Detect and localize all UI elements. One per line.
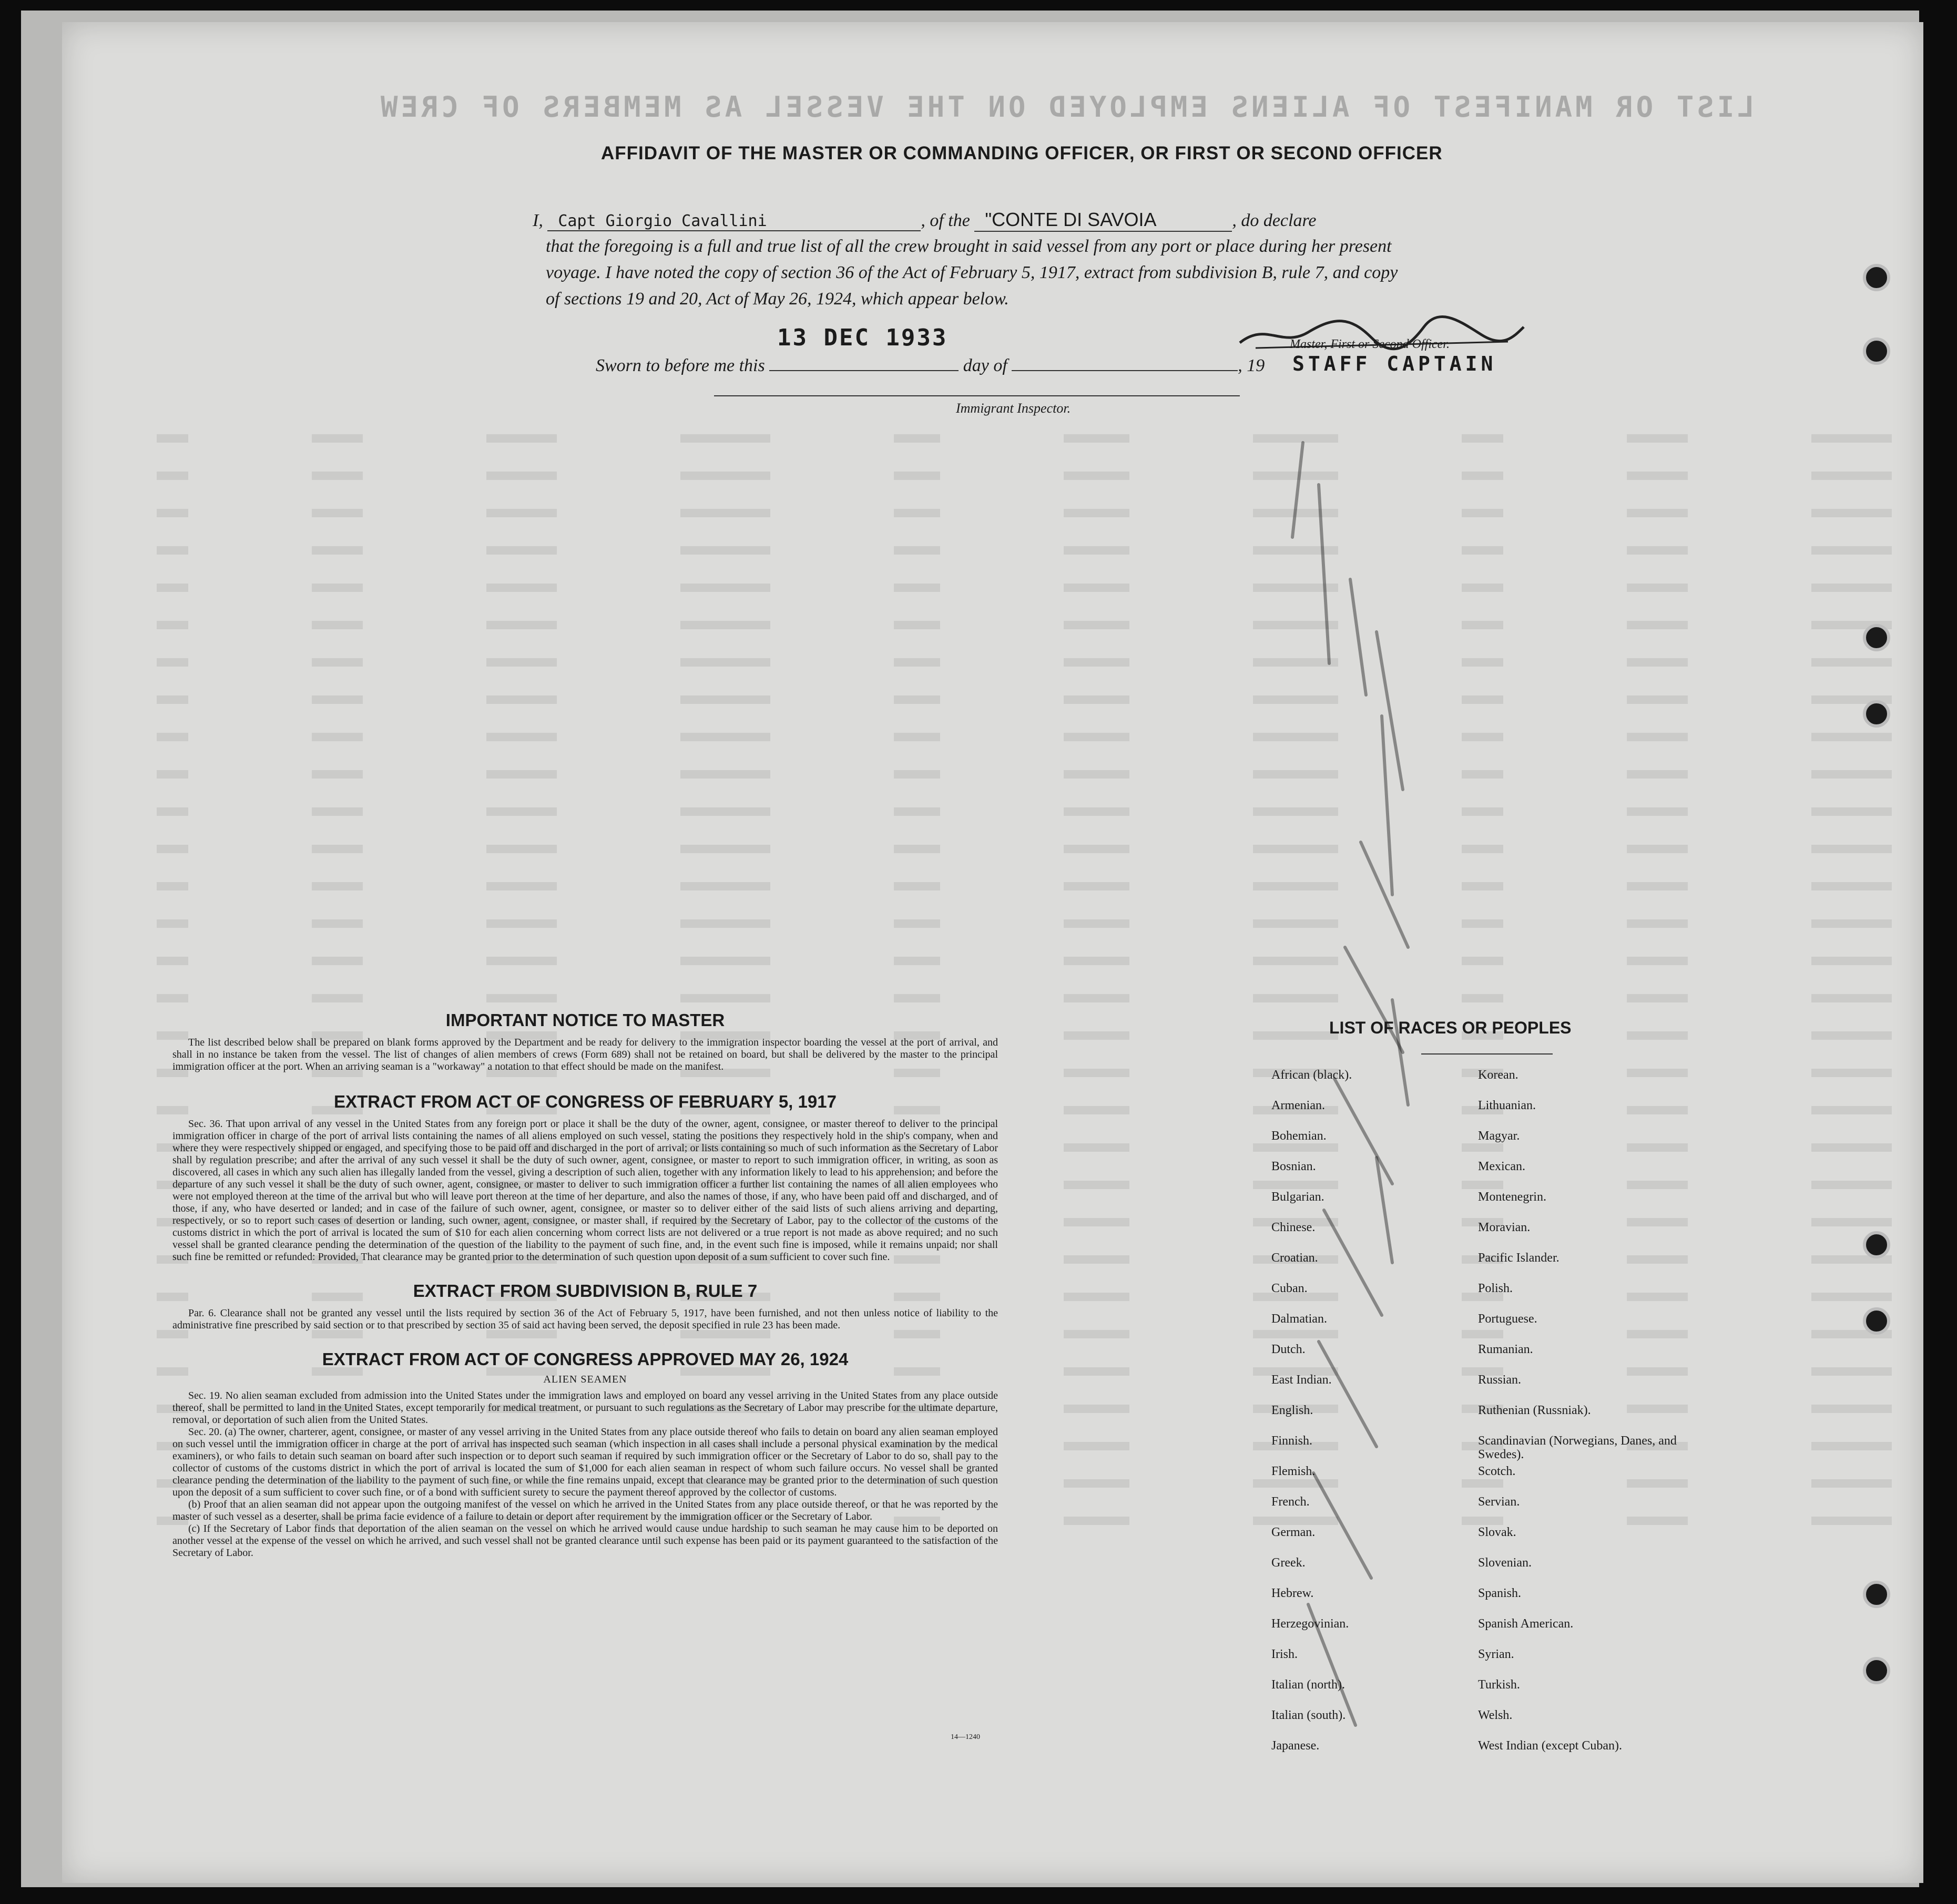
races-title: LIST OF RACES OR PEOPLES (1329, 1018, 1572, 1037)
race-item: Dalmatian. (1271, 1312, 1327, 1326)
bleed-through-mark (1462, 807, 1503, 816)
text-of-the: , of the (921, 211, 970, 230)
race-item: Mexican. (1478, 1160, 1525, 1173)
race-item: Bulgarian. (1271, 1190, 1324, 1204)
bleed-through-mark (680, 658, 770, 667)
bleed-through-mark (157, 770, 188, 779)
punch-hole (1863, 337, 1890, 365)
bleed-through-mark (157, 584, 188, 592)
bleed-through-mark (1627, 882, 1688, 890)
bleed-through-mark (157, 546, 188, 555)
race-item: Syrian. (1478, 1647, 1514, 1661)
affidavit-title: AFFIDAVIT OF THE MASTER OR COMMANDING OFFICER, OR FIRST OR SECOND OFFICER (601, 143, 1443, 163)
bleed-through-mark (1064, 919, 1129, 928)
race-item: French. (1271, 1495, 1310, 1509)
bleed-through-mark (894, 957, 940, 965)
bleed-through-mark (1627, 472, 1688, 480)
race-item: Polish. (1478, 1282, 1513, 1295)
bleed-through-mark (1462, 695, 1503, 704)
bleed-through-mark (1811, 434, 1892, 443)
affidavit-line-1 (533, 209, 1317, 232)
bleed-through-mark (1811, 584, 1892, 592)
bleed-through-mark (1064, 1330, 1129, 1338)
bleed-through-mark (680, 845, 770, 853)
manifest-sheet (62, 22, 1923, 1883)
bleed-through-row (157, 571, 1892, 603)
bleed-through-mark (680, 733, 770, 741)
races-left-column (1271, 1068, 1352, 1769)
bleed-through-row (157, 944, 1892, 977)
bleed-through-mark (157, 882, 188, 890)
sec20a-body: Sec. 20. (a) The owner, charterer, agent, consignee, or master of any vessel arriving in the United States from any place outside thereof who fails to detain on board any alien seaman employed on such vessel until the immigration officer in charge at the port of arrival has inspected such seaman (which inspection in all cases shall include a personal physical examination by the medical examiners), or who fails to detain such seaman on board after such inspection or to deport such seaman if required by such immigration officer or the Secretary of Labor to do so, shall pay to the collector of customs of the customs district in which the port of arrival is located the sum of $1,000 for each alien seaman in respect of whom such failure occurs. No vessel shall be granted clearance pending the determination of the liability to the payment of such fine, or while the fine remains unpaid, except that clearance may be granted prior to the determination of such question upon the deposit of a sum sufficient to cover such fine, or of a bond with sufficient surety to secure the payment thereof approved by the collector of customs. (172, 1426, 998, 1498)
bleed-through-mark (1627, 845, 1688, 853)
affidavit-line-2: that the foregoing is a full and true list of all the crew brought in said vessel from any port or place during her present (546, 237, 1392, 256)
bleed-through-row (157, 646, 1892, 678)
bleed-through-mark (680, 919, 770, 928)
legal-notices-column (172, 1010, 998, 1559)
bleed-through-mark (1627, 434, 1688, 443)
text-year: , 19 (1238, 356, 1265, 375)
bleed-through-mark (157, 658, 188, 667)
bleed-through-mark (1462, 882, 1503, 890)
race-item: Croatian. (1271, 1251, 1318, 1265)
race-item: Rumanian. (1478, 1343, 1533, 1356)
extract-1917-body: Sec. 36. That upon arrival of any vessel in the United States from any foreign port or place it shall be the duty of the owner, agent, consignee, or master thereof to deliver to the principal immigration officer in charge of the port of arrival lists containing the names of all aliens employed on such vessel, stating the positions they respectively hold in the ship's company, when and where they were respectively shipped or engaged, and specifying those to be paid off and discharged in the port of arrival; or lists containing so much of such information as the Secretary of Labor shall by regulation prescribe; and after the arrival of any such vessel it shall be the duty of such owner, agent, consignee, or master to report to such immigration officer, in writing, as soon as discovered, all cases in which any such alien has illegally landed from the vessel, giving a description of such alien, together with any information likely to lead to his apprehension; and before the departure of any such vessel it shall be the duty of such owner, agent, consignee, or master to deliver to such immigration officer a further list containing the names of all alien employees who were not employed thereon at the time of the arrival but who will leave port thereon at the time of her departure, and also the names of those, if any, who have been paid off and discharged, and of those, if any, who have deserted or landed; and in case of the failure of such owner, agent, consignee, or master so to deliver either of the said lists of such aliens arriving and departing, respectively, or so to report such cases of desertion or landing, such owner, agent, consignee, or master shall, if required by the Secretary of Labor, pay to the collector of the customs of the customs district in which the port of arrival is located the sum of $10 for each alien concerning whom correct lists are not delivered or a true report is not made as above required; and no such vessel shall be granted clearance pending the determination of the question of the liability to the payment of such fine, and, in the event such fine is imposed, while it remains unpaid; nor shall such fine be remitted or refunded: Provided, That clearance may be granted prior to the determination of such question upon deposit of a sum sufficient to cover such fine. (172, 1118, 998, 1263)
bleed-through-mark (1462, 584, 1503, 592)
sworn-month-field (1012, 370, 1238, 371)
bleed-through-mark (1462, 434, 1503, 443)
bleed-through-mark (486, 472, 557, 480)
bleed-through-heading: LIST OR MANIFEST OF ALIENS EMPLOYED ON THE VESSEL AS MEMBERS OF CREW (378, 90, 1755, 124)
bleed-through-mark (1627, 770, 1688, 779)
bleed-through-mark (1627, 621, 1688, 629)
bleed-through-mark (312, 658, 363, 667)
bleed-through-mark (157, 919, 188, 928)
bleed-through-mark (312, 919, 363, 928)
bleed-through-mark (312, 546, 363, 555)
bleed-through-mark (312, 621, 363, 629)
race-item: Servian. (1478, 1495, 1520, 1509)
notice-title: IMPORTANT NOTICE TO MASTER (445, 1010, 725, 1030)
bleed-through-row (157, 869, 1892, 902)
bleed-through-mark (486, 584, 557, 592)
bleed-through-mark (1811, 770, 1892, 779)
bleed-through-mark (680, 509, 770, 517)
bleed-through-mark (1064, 1218, 1129, 1226)
bleed-through-mark (1811, 807, 1892, 816)
affidavit-line-3: voyage. I have noted the copy of section 36 of the Act of February 5, 1917, extract from subdivision B, rule 7, and copy (546, 263, 1398, 282)
bleed-through-mark (157, 733, 188, 741)
bleed-through-mark (486, 658, 557, 667)
bleed-through-mark (1064, 546, 1129, 555)
bleed-through-mark (894, 584, 940, 592)
extract-rule7-body: Par. 6. Clearance shall not be granted any vessel until the lists required by section 36 of the Act of February 5, 1917, have been furnished, and not then unless notice of liability to the administrative fine prescribed by said section or to that prescribed by section 35 of said act having been served, the deposit specified in rule 23 has been made. (172, 1307, 998, 1331)
bleed-through-mark (157, 621, 188, 629)
text-do-declare: , do declare (1232, 211, 1317, 230)
bleed-through-mark (680, 546, 770, 555)
race-item: Slovenian. (1478, 1556, 1532, 1570)
bleed-through-mark (680, 994, 770, 1002)
bleed-through-mark (1811, 994, 1892, 1002)
punch-hole (1863, 1231, 1890, 1258)
punch-hole (1863, 1307, 1890, 1335)
bleed-through-mark (157, 472, 188, 480)
bleed-through-mark (1462, 770, 1503, 779)
bleed-through-mark (486, 919, 557, 928)
race-item: Portuguese. (1478, 1312, 1537, 1326)
bleed-through-mark (1064, 1255, 1129, 1264)
race-item: Greek. (1271, 1556, 1306, 1570)
bleed-through-mark (312, 882, 363, 890)
bleed-through-mark (1064, 1442, 1129, 1450)
bleed-through-mark (486, 695, 557, 704)
bleed-through-mark (1811, 1479, 1892, 1488)
bleed-through-mark (1627, 957, 1688, 965)
bleed-through-mark (486, 882, 557, 890)
bleed-through-mark (894, 770, 940, 779)
race-item: Montenegrin. (1478, 1190, 1546, 1204)
punch-hole (1863, 1657, 1890, 1684)
bleed-through-mark (1462, 546, 1503, 555)
sec20c-body: (c) If the Secretary of Labor finds that deportation of the alien seaman on the vessel on which he arrived would cause undue hardship to such seaman he may cause him to be deported on another vessel at the expense of the vessel on which he arrived, and such vessel shall not be granted clearance until such expense has been paid or its payment guaranteed to the satisfaction of the Secretary of Labor. (172, 1523, 998, 1559)
race-item: Lithuanian. (1478, 1099, 1536, 1112)
bleed-through-mark (486, 546, 557, 555)
race-item: German. (1271, 1526, 1316, 1539)
bleed-through-mark (1462, 472, 1503, 480)
bleed-through-mark (1064, 658, 1129, 667)
race-item: Italian (south). (1271, 1708, 1346, 1722)
bleed-through-mark (157, 434, 188, 443)
bleed-through-mark (1064, 472, 1129, 480)
extract-rule7-title: EXTRACT FROM SUBDIVISION B, RULE 7 (413, 1281, 758, 1301)
bleed-through-mark (894, 434, 940, 443)
race-item: Herzegovinian. (1271, 1617, 1349, 1631)
bleed-through-mark (1811, 1517, 1892, 1525)
bleed-through-mark (1064, 584, 1129, 592)
bleed-through-mark (1064, 1143, 1129, 1152)
bleed-through-mark (894, 658, 940, 667)
bleed-through-mark (1811, 882, 1892, 890)
bleed-through-mark (1627, 509, 1688, 517)
bleed-through-mark (680, 584, 770, 592)
bleed-through-mark (1811, 1031, 1892, 1040)
bleed-through-mark (157, 807, 188, 816)
bleed-through-mark (486, 770, 557, 779)
bleed-through-row (157, 496, 1892, 529)
bleed-through-row (157, 459, 1892, 492)
bleed-through-mark (680, 807, 770, 816)
bleed-through-mark (1627, 546, 1688, 555)
bleed-through-mark (680, 882, 770, 890)
bleed-through-row (157, 981, 1892, 1014)
bleed-through-mark (1811, 472, 1892, 480)
bleed-through-mark (1627, 994, 1688, 1002)
text-i: I, (533, 211, 543, 230)
bleed-through-mark (1064, 770, 1129, 779)
bleed-through-mark (1064, 621, 1129, 629)
bleed-through-mark (894, 621, 940, 629)
bleed-through-mark (157, 695, 188, 704)
bleed-through-mark (894, 546, 940, 555)
notice-body: The list described below shall be prepared on blank forms approved by the Department and be ready for delivery to the immigration inspector boarding the vessel at the port of arrival, and shall in no instance be taken from the vessel. The list of changes of alien members of crews (Form 689) shall not be retained on board, but shall be delivered by the master to the principal immigration officer at the port. When an arriving seaman is a "workaway" a notation to that effect should be made on the manifest. (172, 1037, 998, 1072)
bleed-through-mark (1811, 957, 1892, 965)
affidavit-line-4: of sections 19 and 20, Act of May 26, 1924, which appear below. (546, 289, 1009, 309)
bleed-through-mark (1811, 1143, 1892, 1152)
race-item: Welsh. (1478, 1708, 1513, 1722)
bleed-through-mark (486, 807, 557, 816)
bleed-through-mark (486, 957, 557, 965)
bleed-through-mark (486, 994, 557, 1002)
bleed-through-row (157, 907, 1892, 939)
form-code: 14—1240 (951, 1733, 980, 1741)
bleed-through-mark (1064, 695, 1129, 704)
bleed-through-row (157, 683, 1892, 715)
bleed-through-mark (312, 472, 363, 480)
race-item: East Indian. (1271, 1373, 1332, 1387)
bleed-through-mark (680, 695, 770, 704)
bleed-through-row (157, 757, 1892, 790)
bleed-through-mark (1462, 621, 1503, 629)
race-item: Flemish. (1271, 1465, 1316, 1478)
bleed-through-mark (486, 733, 557, 741)
bleed-through-mark (1064, 1367, 1129, 1376)
bleed-through-mark (1064, 957, 1129, 965)
bleed-through-mark (1064, 1069, 1129, 1077)
race-item: Scotch. (1478, 1465, 1516, 1478)
bleed-through-mark (1064, 882, 1129, 890)
bleed-through-mark (680, 770, 770, 779)
bleed-through-mark (1462, 509, 1503, 517)
bleed-through-mark (312, 957, 363, 965)
inspector-signature-line (714, 395, 1240, 396)
master-caption: Master, First or Second Officer. (1290, 337, 1450, 351)
race-item: Scandinavian (Norwegians, Danes, and Swedes). (1478, 1434, 1677, 1461)
text-day-of: day of (963, 356, 1007, 375)
race-item: Ruthenian (Russniak). (1478, 1404, 1591, 1417)
bleed-through-mark (1064, 1293, 1129, 1301)
races-rule (1421, 1053, 1553, 1055)
bleed-through-mark (1811, 658, 1892, 667)
bleed-through-mark (1627, 1031, 1688, 1040)
bleed-through-mark (894, 472, 940, 480)
race-item: Chinese. (1271, 1221, 1316, 1234)
bleed-through-mark (680, 472, 770, 480)
bleed-through-mark (1627, 695, 1688, 704)
bleed-through-mark (1064, 845, 1129, 853)
bleed-through-mark (894, 994, 940, 1002)
inspector-caption: Immigrant Inspector. (956, 401, 1071, 416)
bleed-through-mark (1811, 1106, 1892, 1114)
bleed-through-mark (1811, 733, 1892, 741)
bleed-through-mark (312, 733, 363, 741)
vessel-name-field: "CONTE DI SAVOIA (974, 209, 1232, 232)
bleed-through-mark (1811, 509, 1892, 517)
date-stamp: 13 DEC 1933 (777, 324, 948, 351)
bleed-through-mark (157, 957, 188, 965)
bleed-through-mark (157, 994, 188, 1002)
bleed-through-row (157, 795, 1892, 827)
race-item: Moravian. (1478, 1221, 1531, 1234)
bleed-through-mark (1462, 733, 1503, 741)
bleed-through-mark (894, 882, 940, 890)
bleed-through-row (157, 534, 1892, 566)
bleed-through-mark (1064, 1181, 1129, 1189)
race-item: Japanese. (1271, 1739, 1320, 1753)
bleed-through-mark (1627, 733, 1688, 741)
bleed-through-mark (1064, 733, 1129, 741)
sec20b-body: (b) Proof that an alien seaman did not appear upon the outgoing manifest of the vessel on which he arrived in the United States from any place outside thereof, or that he was reported by the master of such vessel as a deserter, shall be prima facie evidence of a failure to detain or deport after requirement by the immigration officer or the Secretary of Labor. (172, 1499, 998, 1522)
race-item: Spanish. (1478, 1586, 1522, 1600)
bleed-through-row (157, 608, 1892, 641)
race-item: West Indian (except Cuban). (1478, 1739, 1622, 1753)
race-item: Magyar. (1478, 1129, 1520, 1143)
bleed-through-mark (1462, 994, 1503, 1002)
bleed-through-mark (157, 845, 188, 853)
extract-1917-title: EXTRACT FROM ACT OF CONGRESS OF FEBRUARY 5, 1917 (334, 1092, 837, 1111)
bleed-through-mark (1064, 509, 1129, 517)
bleed-through-row (157, 832, 1892, 865)
bleed-through-mark (1064, 1479, 1129, 1488)
bleed-through-mark (1811, 1442, 1892, 1450)
bleed-through-row (157, 422, 1892, 454)
bleed-through-mark (1462, 957, 1503, 965)
race-item: Armenian. (1271, 1099, 1325, 1112)
punch-hole (1863, 264, 1890, 291)
staff-captain-stamp: STAFF CAPTAIN (1292, 352, 1497, 375)
bleed-through-mark (1811, 1405, 1892, 1413)
bleed-through-mark (312, 509, 363, 517)
race-item: Turkish. (1478, 1678, 1520, 1692)
bleed-through-mark (312, 994, 363, 1002)
bleed-through-mark (1462, 919, 1503, 928)
punch-hole (1863, 1581, 1890, 1608)
bleed-through-mark (1811, 1218, 1892, 1226)
race-item: English. (1271, 1404, 1313, 1417)
race-item: Bosnian. (1271, 1160, 1316, 1173)
bleed-through-mark (1064, 994, 1129, 1002)
race-item: Italian (north). (1271, 1678, 1345, 1692)
bleed-through-mark (680, 434, 770, 443)
bleed-through-mark (312, 807, 363, 816)
bleed-through-mark (894, 807, 940, 816)
punch-hole (1863, 700, 1890, 728)
bleed-through-mark (486, 845, 557, 853)
bleed-through-mark (1462, 658, 1503, 667)
race-item: Russian. (1478, 1373, 1522, 1387)
bleed-through-mark (1462, 845, 1503, 853)
bleed-through-mark (1811, 1293, 1892, 1301)
bleed-through-mark (1811, 1069, 1892, 1077)
bleed-through-mark (894, 509, 940, 517)
bleed-through-mark (1627, 658, 1688, 667)
bleed-through-mark (486, 434, 557, 443)
bleed-through-mark (1811, 1367, 1892, 1376)
races-right-column (1478, 1068, 1699, 1769)
bleed-through-mark (1811, 1181, 1892, 1189)
bleed-through-mark (1064, 1106, 1129, 1114)
race-item: Hebrew. (1271, 1586, 1314, 1600)
bleed-through-mark (1811, 845, 1892, 853)
bleed-through-mark (486, 621, 557, 629)
race-item: Bohemian. (1271, 1129, 1327, 1143)
text-sworn: Sworn to before me this (596, 356, 765, 375)
bleed-through-mark (1064, 1405, 1129, 1413)
bleed-through-mark (680, 957, 770, 965)
bleed-through-mark (312, 695, 363, 704)
bleed-through-mark (157, 509, 188, 517)
race-item: Dutch. (1271, 1343, 1306, 1356)
bleed-through-row (157, 720, 1892, 753)
bleed-through-mark (312, 434, 363, 443)
bleed-through-mark (894, 845, 940, 853)
bleed-through-mark (312, 845, 363, 853)
extract-1924-title: EXTRACT FROM ACT OF CONGRESS APPROVED MAY 26, 1924 (322, 1349, 849, 1369)
bleed-through-mark (1064, 434, 1129, 443)
extract-1924-subtitle: ALIEN SEAMEN (543, 1374, 627, 1385)
race-item: Korean. (1478, 1068, 1518, 1082)
bleed-through-mark (1627, 584, 1688, 592)
bleed-through-mark (486, 509, 557, 517)
race-item: Pacific Islander. (1478, 1251, 1560, 1265)
bleed-through-mark (894, 695, 940, 704)
sworn-line (596, 356, 1265, 376)
bleed-through-mark (1064, 807, 1129, 816)
bleed-through-mark (1627, 807, 1688, 816)
bleed-through-mark (1064, 1517, 1129, 1525)
bleed-through-mark (312, 584, 363, 592)
race-item: Irish. (1271, 1647, 1298, 1661)
bleed-through-mark (1064, 1031, 1129, 1040)
bleed-through-mark (894, 919, 940, 928)
punch-hole (1863, 624, 1890, 651)
bleed-through-mark (312, 770, 363, 779)
race-item: African (black). (1271, 1068, 1352, 1082)
race-item: Cuban. (1271, 1282, 1308, 1295)
bleed-through-mark (1811, 919, 1892, 928)
bleed-through-mark (1811, 546, 1892, 555)
bleed-through-mark (894, 733, 940, 741)
race-item: Slovak. (1478, 1526, 1516, 1539)
bleed-through-mark (1627, 919, 1688, 928)
race-item: Finnish. (1271, 1434, 1313, 1448)
bleed-through-mark (680, 621, 770, 629)
master-name-field: Capt Giorgio Cavallini (547, 212, 921, 231)
race-item: Spanish American. (1478, 1617, 1574, 1631)
sworn-day-field (769, 370, 959, 371)
sec19-body: Sec. 19. No alien seaman excluded from admission into the United States under the immigration laws and employed on board any vessel arriving in the United States from any place outside thereof, shall be permitted to land in the United States, except temporarily for medical treatment, or pursuant to such regulations as the Secretary of Labor may prescribe for the ultimate departure, removal, or deportation of such alien from the United States. (172, 1390, 998, 1426)
